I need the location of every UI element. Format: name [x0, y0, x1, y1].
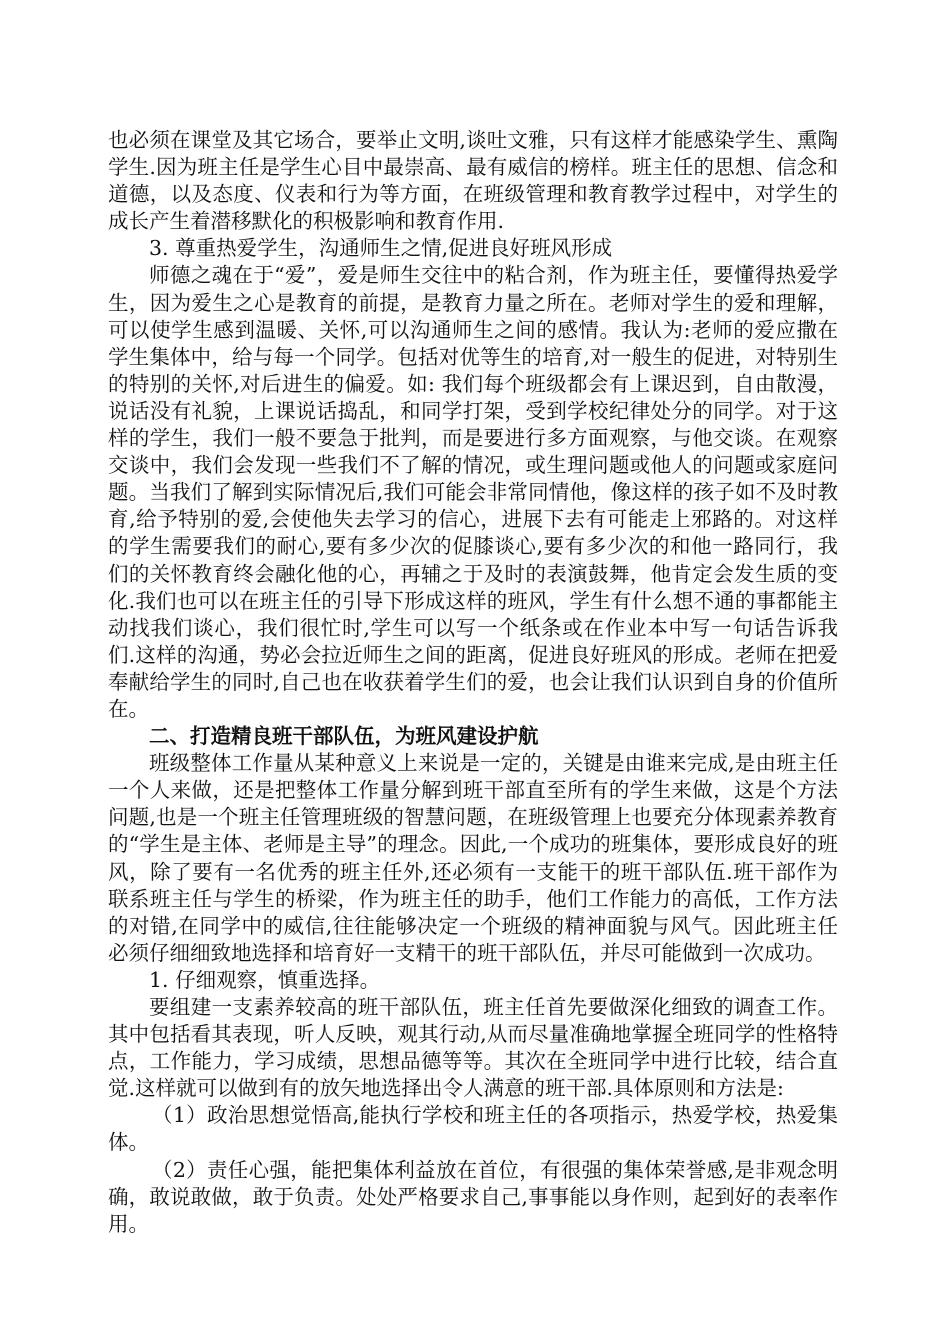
paragraph-class-workload: 班级整体工作量从某种意义上来说是一定的，关键是由谁来完成,是由班主任一个人来做，还是把整体工作量分解到班干部直至所有的学生来做，这是个方法问题,也是一个班主任管理班级的智慧问题，在班级管理上也要充分体现素养教育的“学生是主体、老师是主导”的理念。因此,一个成功的班集体，要形成良好的班风，除了要有一名优秀的班主任外,还必须有一支能干的班干部队伍.班干部作为联系班主任与学生的桥梁，作为班主任的助手，他们工作能力的高低，工作方法的对错,在同学中的威信,往往能够决定一个班级的精神面貌与风气。因此班主任必须仔细细致地选择和培育好一支精干的班干部队伍，并尽可能做到一次成功。	[108, 751, 838, 965]
subheading-observe-select: 1. 仔细观察，慎重选择。	[149, 967, 381, 992]
paragraph-teacher-example: 也必须在课堂及其它场合，要举止文明,谈吐文雅，只有这样才能感染学生、熏陶学生.因为班主任是学生心目中最崇高、最有威信的榜样。班主任的思想、信念和道德，以及态度、仪表和行为等方面，在班级管理和教育教学过程中，对学生的成长产生着潜移默化的积极影响和教育作用.	[108, 128, 838, 234]
list-item-criterion-2: （2）责任心强，能把集体利益放在首位，有很强的集体荣誉感,是非观念明确，敢说敢做，敢于负责。处处严格要求自己,事事能以身作则，起到好的表率作用。	[108, 1157, 838, 1236]
list-item-criterion-1: （1）政治思想觉悟高,能执行学校和班主任的各项指示，热爱学校，热爱集体。	[108, 1103, 838, 1155]
paragraph-selection-method: 要组建一支素养较高的班干部队伍，班主任首先要做深化细致的调查工作。其中包括看其表现，听人反映，观其行动,从而尽量准确地掌握全班同学的性格特点，工作能力，学习成绩，思想品德等等。其次在全班同学中进行比较，结合直觉.这样就可以做到有的放矢地选择出令人满意的班干部.具体原则和方法是:	[108, 995, 838, 1101]
section-heading-class-cadres: 二、打造精良班干部队伍，为班风建设护航	[149, 724, 539, 749]
paragraph-love-students: 师德之魂在于“爱”，爱是师生交往中的粘合剂，作为班主任，要懂得热爱学生，因为爱生之心是教育的前提，是教育力量之所在。老师对学生的爱和理解，可以使学生感到温暖、关怀,可以沟通师生之间的感情。我认为:老师的爱应撒在学生集体中，给与每一个同学。包括对优等生的培育,对一般生的促进，对特别生的特别的关怀,对后进生的偏爱。如: 我们每个班级都会有上课迟到，自由散漫，说话没有礼貌，上课说话捣乱，和同学打架，受到学校纪律处分的同学。对于这样的学生，我们一般不要急于批判，而是要进行多方面观察，与他交谈。在观察交谈中，我们会发现一些我们不了解的情况，或生理问题或他人的问题或家庭问题。当我们了解到实际情况后,我们可能会非常同情他，像这样的孩子如不及时教育,给予特别的爱,会使他失去学习的信心，进展下去有可能走上邪路的。对这样的学生需要我们的耐心,要有多少次的促膝谈心,要有多少次的和他一路同行，我们的关怀教育终会融化他的心，再辅之于及时的表演鼓舞，他肯定会发生质的变化.我们也可以在班主任的引导下形成这样的班风，学生有什么想不通的事都能主动找我们谈心，我们很忙时,学生可以写一个纸条或在作业本中写一句话告诉我们.这样的沟通，势必会拉近师生之间的距离，促进良好班风的形成。老师在把爱奉献给学生的同时,自己也在收获着学生们的爱，也会让我们认识到自身的价值所在。	[108, 263, 838, 721]
subheading-respect-students: 3. 尊重热爱学生，沟通师生之情,促进良好班风形成	[149, 236, 613, 261]
